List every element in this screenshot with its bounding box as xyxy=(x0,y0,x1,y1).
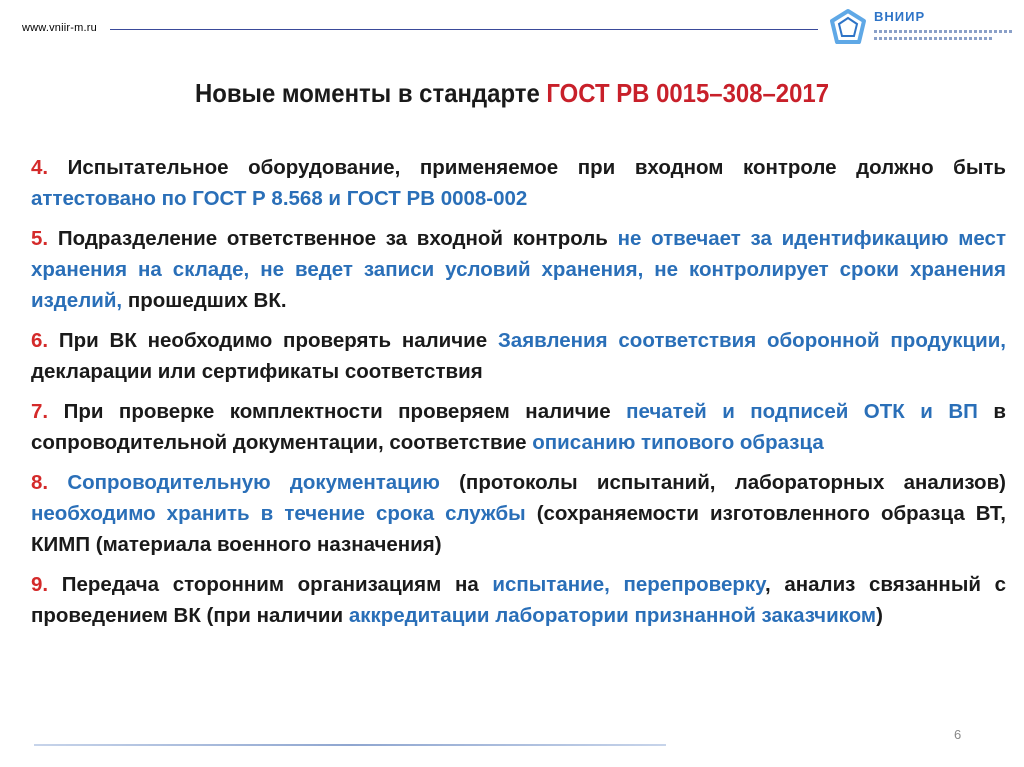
list-item xyxy=(31,467,1006,560)
highlighted-text: Заявления соответствия оборонной продукции, xyxy=(497,329,1007,352)
vniir-logo xyxy=(826,6,1016,52)
highlighted-text: аттестовано по ГОСТ Р 8.568 и ГОСТ РВ 0008-002 xyxy=(31,187,528,210)
highlighted-text: описанию типового образца xyxy=(532,431,824,454)
logo-subtitle-line xyxy=(874,30,1014,33)
item-text: Передача сторонним организациям на xyxy=(48,573,493,596)
item-text: (сохраняемости изготовленного образца ВТ, КИМП (материала военного назначения) xyxy=(31,502,1006,556)
item-text: в сопроводительной документации, соответствие xyxy=(31,400,1006,454)
item-number: 6. xyxy=(31,329,49,352)
item-text: прошедших ВК. xyxy=(122,289,287,312)
item-number: 7. xyxy=(31,400,49,423)
highlighted-text: аккредитации лаборатории признанной заказчиком xyxy=(348,604,877,627)
item-text: декларации или сертификаты соответствия xyxy=(31,360,483,383)
item-number: 5. xyxy=(31,227,49,250)
item-text: , анализ связанный с проведением ВК (при наличии xyxy=(31,573,1006,627)
title-standard: ГОСТ РВ 0015–308–2017 xyxy=(546,78,830,108)
list-item xyxy=(31,223,1006,316)
highlighted-text: Сопроводительную документацию xyxy=(67,471,440,494)
logo-subtitle-line xyxy=(874,37,994,40)
list-item xyxy=(31,569,1006,631)
item-number: 9. xyxy=(31,573,49,596)
item-number: 8. xyxy=(31,471,49,494)
highlighted-text: печатей и подписей ОТК и ВП xyxy=(626,400,978,423)
header-divider xyxy=(110,29,818,30)
list-item xyxy=(31,396,1006,458)
item-text: Испытательное оборудование, применяемое при входном контроле должно быть xyxy=(48,156,1006,179)
highlighted-text: испытание, перепроверку xyxy=(492,573,765,596)
item-text: При проверке комплектности проверяем наличие xyxy=(48,400,627,423)
item-text xyxy=(48,471,67,494)
title-prefix: Новые моменты в стандарте xyxy=(194,78,547,108)
item-text: (протоколы испытаний, лабораторных анализов) xyxy=(439,471,1007,494)
logo-title: ВНИИР xyxy=(874,9,926,24)
list-item xyxy=(31,152,1006,214)
vniir-logo-mark-icon xyxy=(826,6,870,50)
list-item xyxy=(31,325,1006,387)
item-text: Подразделение ответственное за входной контроль xyxy=(48,227,618,250)
site-url[interactable]: www.vniir-m.ru xyxy=(22,22,97,34)
highlighted-text: необходимо хранить в течение срока службы xyxy=(31,502,526,525)
page-title xyxy=(41,78,983,109)
item-text: При ВК необходимо проверять наличие xyxy=(48,329,498,352)
highlighted-text: не отвечает за идентификацию мест хранения на складе, не ведет записи условий хранения, не контролирует сроки хранения изделий, xyxy=(31,227,1007,312)
content xyxy=(31,152,1006,640)
bottom-divider xyxy=(34,744,666,746)
page-number: 6 xyxy=(954,727,962,742)
item-text: ) xyxy=(876,604,883,627)
item-number: 4. xyxy=(31,156,49,179)
